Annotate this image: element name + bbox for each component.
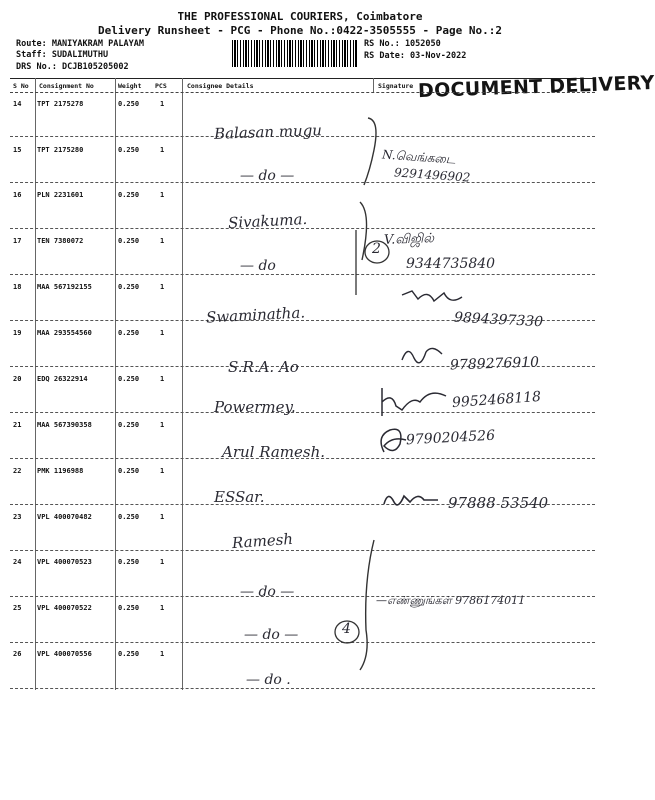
- handwritten-name: S.R.A. Ao: [228, 358, 299, 376]
- row-sno: 21: [13, 421, 22, 429]
- row-divider: [10, 688, 595, 689]
- row-pcs: 1: [160, 421, 165, 429]
- runsheet-subtitle: Delivery Runsheet - PCG - Phone No.:0422-3505555 - Page No.:2: [98, 24, 502, 37]
- row-weight: 0.250: [118, 650, 140, 658]
- row-sno: 15: [13, 146, 22, 154]
- col-pcs: PCS: [155, 82, 167, 90]
- row-pcs: 1: [160, 283, 165, 291]
- row-weight: 0.250: [118, 191, 140, 199]
- circled-number-label: 2: [372, 241, 381, 257]
- signature-scribble: [398, 340, 448, 375]
- signature-phone: 9790204526: [405, 427, 496, 449]
- row-consignment-no: VPL 400070482: [37, 513, 92, 521]
- row-sno: 20: [13, 375, 22, 383]
- row-consignment-no: PMK 1196988: [37, 467, 84, 475]
- signature-phone: 9894397330: [453, 309, 544, 331]
- row-weight: 0.250: [118, 100, 140, 108]
- row-consignment-no: MAA 567192155: [37, 283, 92, 291]
- handwritten-name: Ramesh: [231, 529, 294, 553]
- row-consignment-no: EDQ 26322914: [37, 375, 88, 383]
- signature-phone: 97888 53540: [448, 494, 549, 512]
- row-divider: [10, 550, 595, 551]
- signature-phone: 9344735840: [406, 256, 496, 272]
- document-delivery-stamp: DOCUMENT DELIVERY: [417, 71, 655, 103]
- row-consignment-no: MAA 293554560: [37, 329, 92, 337]
- handwritten-name: — do —: [240, 584, 295, 600]
- row-weight: 0.250: [118, 467, 140, 475]
- column-divider: [35, 78, 36, 690]
- rs-number: RS No.: 1052050: [364, 39, 441, 49]
- row-pcs: 1: [160, 467, 165, 475]
- column-divider: [182, 78, 183, 690]
- row-pcs: 1: [160, 558, 165, 566]
- column-divider: [115, 78, 116, 690]
- row-consignment-no: VPL 400070556: [37, 650, 92, 658]
- handwritten-name: Powermey.: [214, 398, 296, 416]
- route-label: Route: MANIYAKRAM PALAYAM: [16, 39, 144, 49]
- row-sno: 23: [13, 513, 22, 521]
- company-title: THE PROFESSIONAL COURIERS, Coimbatore: [177, 10, 423, 23]
- barcode: [232, 40, 358, 67]
- row-consignment-no: VPL 400070523: [37, 558, 92, 566]
- column-divider: [373, 78, 374, 92]
- row-weight: 0.250: [118, 237, 140, 245]
- row-sno: 22: [13, 467, 22, 475]
- row-pcs: 1: [160, 604, 165, 612]
- row-pcs: 1: [160, 237, 165, 245]
- rs-date: RS Date: 03-Nov-2022: [364, 51, 467, 61]
- signature-scribble: [380, 486, 440, 512]
- row-consignment-no: TEN 7380072: [37, 237, 84, 245]
- handwritten-name: — do .: [246, 672, 291, 688]
- col-consignment: Consignment No: [39, 82, 94, 90]
- col-consignee-details: Consignee Details: [187, 82, 254, 90]
- row-sno: 14: [13, 100, 22, 108]
- row-consignment-no: TPT 2175278: [37, 100, 84, 108]
- row-pcs: 1: [160, 329, 165, 337]
- col-signature: Signature: [378, 82, 414, 90]
- row-weight: 0.250: [118, 513, 140, 521]
- header-divider: [10, 92, 595, 93]
- signature-name: V.விஜில்: [383, 231, 435, 248]
- row-weight: 0.250: [118, 283, 140, 291]
- row-weight: 0.250: [118, 558, 140, 566]
- staff-label: Staff: SUDALIMUTHU: [16, 50, 109, 60]
- row-weight: 0.250: [118, 329, 140, 337]
- row-pcs: 1: [160, 100, 165, 108]
- signature-name: —எண்ணுங்கள் 9786174011: [376, 594, 526, 607]
- row-sno: 16: [13, 191, 22, 199]
- drs-label: DRS No.: DCJB105205002: [16, 62, 129, 72]
- row-weight: 0.250: [118, 604, 140, 612]
- row-consignment-no: VPL 400070522: [37, 604, 92, 612]
- row-weight: 0.250: [118, 375, 140, 383]
- handwritten-name: ESSar.: [214, 488, 265, 506]
- row-consignment-no: MAA 567390358: [37, 421, 92, 429]
- row-consignment-no: TPT 2175280: [37, 146, 84, 154]
- signature-scribble: [376, 382, 456, 422]
- handwritten-name: Sivakuma.: [227, 209, 308, 233]
- col-weight: Weight: [118, 82, 142, 90]
- signature-phone: 9789276910: [449, 354, 540, 374]
- signature-name: N.வெங்கடை: [381, 147, 456, 167]
- row-pcs: 1: [160, 650, 165, 658]
- row-consignment-no: PLN 2231601: [37, 191, 84, 199]
- handwritten-name: — do —: [244, 627, 299, 643]
- row-divider: [10, 642, 595, 643]
- row-divider: [10, 412, 595, 413]
- row-divider: [10, 182, 595, 183]
- row-pcs: 1: [160, 513, 165, 521]
- row-sno: 17: [13, 237, 22, 245]
- signature-phone: 9291496902: [393, 165, 471, 185]
- signature-phone: 9952468118: [451, 388, 542, 412]
- handwritten-name: — do: [240, 258, 276, 274]
- row-divider: [10, 274, 595, 275]
- row-sno: 24: [13, 558, 22, 566]
- handwritten-name: Swaminatha.: [205, 303, 306, 327]
- row-weight: 0.250: [118, 421, 140, 429]
- row-pcs: 1: [160, 191, 165, 199]
- handwritten-name: Arul Ramesh.: [222, 443, 326, 461]
- col-sno: S No: [13, 82, 29, 90]
- handwritten-name: Balasan mugu: [213, 121, 323, 143]
- row-pcs: 1: [160, 375, 165, 383]
- row-sno: 25: [13, 604, 22, 612]
- row-sno: 18: [13, 283, 22, 291]
- circled-number-label: 4: [342, 621, 351, 637]
- row-weight: 0.250: [118, 146, 140, 154]
- row-pcs: 1: [160, 146, 165, 154]
- row-sno: 19: [13, 329, 22, 337]
- row-sno: 26: [13, 650, 22, 658]
- handwritten-name: — do —: [240, 168, 295, 184]
